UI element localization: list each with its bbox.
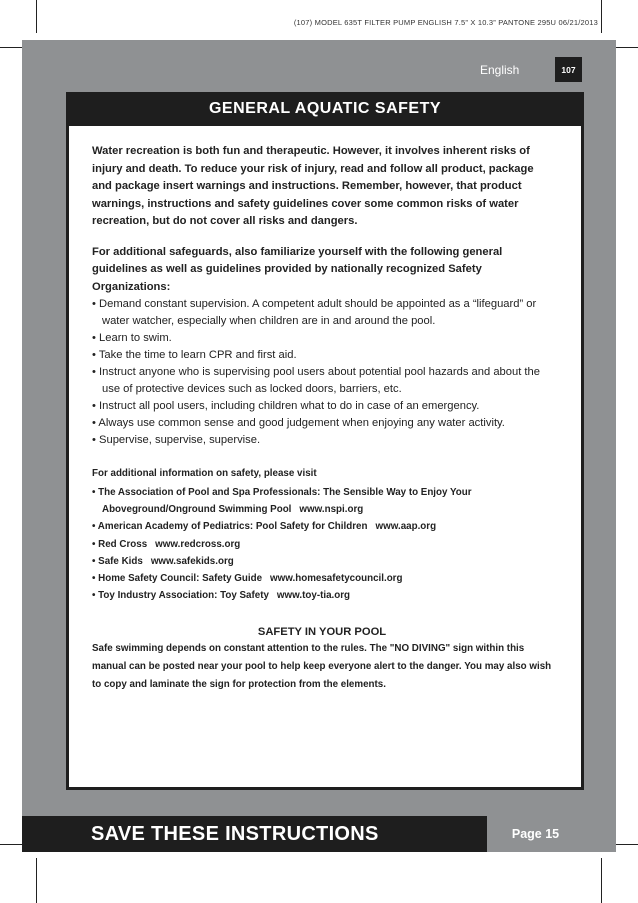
info-heading: For additional information on safety, please visit	[92, 468, 317, 479]
print-header: (107) MODEL 635T FILTER PUMP ENGLISH 7.5” X 10.3” PANTONE 295U 06/21/2013	[293, 18, 598, 27]
sheet-number: 107	[555, 57, 582, 82]
resource-item	[92, 587, 552, 604]
language-label: English	[480, 63, 520, 77]
main-content	[92, 143, 552, 693]
resource-item	[92, 484, 552, 518]
resource-name: Safe Kids	[98, 555, 143, 567]
list-item: • Take the time to learn CPR and first aid.	[92, 347, 552, 364]
footer-banner: SAVE THESE INSTRUCTIONS	[22, 816, 487, 852]
list-item: • Learn to swim.	[92, 330, 552, 347]
crop-mark	[0, 844, 22, 845]
resource-url[interactable]: www.redcross.org	[155, 538, 241, 550]
crop-mark	[36, 0, 37, 33]
resource-item	[92, 518, 552, 535]
safeguards-intro: For additional safeguards, also familiarize yourself with the following general guidelines as well as guidelines provided by nationally recognized Safety Organizations:	[92, 245, 503, 293]
list-item: • Demand constant supervision. A competent adult should be appointed as a “lifeguard” or water watcher, especially when children are in and around the pool.	[92, 296, 552, 330]
resources-list	[92, 484, 552, 604]
resource-url[interactable]: www.safekids.org	[150, 555, 234, 567]
resource-url[interactable]: www.aap.org	[375, 521, 437, 533]
crop-mark	[601, 0, 602, 33]
resource-item	[92, 553, 552, 570]
resource-item	[92, 570, 552, 587]
resource-name: The Association of Pool and Spa Professionals: The Sensible Way to Enjoy Your Aboveground/Onground Swimming Pool	[98, 487, 472, 516]
resource-name: Home Safety Council: Safety Guide	[98, 573, 263, 585]
guidelines-list	[92, 296, 552, 449]
list-item: • Supervise, supervise, supervise.	[92, 432, 552, 449]
resource-url[interactable]: www.nspi.org	[299, 504, 364, 516]
intro-paragraph: Water recreation is both fun and therapeutic. However, it involves inherent risks of injury and death. To reduce your risk of injury, read and follow all product, package and package insert warnings and instructions. Remember, however, that product warnings, instructions and safety guidelines cover some common risks of water recreation, but do not cover all risks and dangers.	[92, 145, 534, 227]
pool-paragraph: Safe swimming depends on constant attention to the rules. The "NO DIVING" sign within this manual can be posted near your pool to help keep everyone alert to the danger. You may also wish to copy and laminate the sign for protection from the elements.	[92, 643, 552, 690]
list-item: • Instruct all pool users, including children what to do in case of an emergency.	[92, 398, 552, 415]
crop-mark	[601, 858, 602, 903]
resource-url[interactable]: www.homesafetycouncil.org	[270, 573, 403, 585]
resource-item	[92, 536, 552, 553]
resource-name: Toy Industry Association: Toy Safety	[98, 590, 269, 602]
resource-name: American Academy of Pediatrics: Pool Safety for Children	[97, 521, 368, 533]
list-item: • Instruct anyone who is supervising pool users about potential pool hazards and about the use of protective devices such as locked doors, barriers, etc.	[92, 364, 552, 398]
crop-mark	[0, 47, 22, 48]
list-item: • Always use common sense and good judgement when enjoying any water activity.	[92, 415, 552, 432]
section-subtitle: SAFETY IN YOUR POOL	[257, 626, 387, 639]
resource-name: Red Cross	[98, 538, 148, 550]
page-number: Page 15	[487, 816, 584, 852]
page-title: GENERAL AQUATIC SAFETY	[66, 92, 584, 126]
crop-mark	[616, 47, 638, 48]
crop-mark	[616, 844, 638, 845]
resource-url[interactable]: www.toy-tia.org	[276, 590, 351, 602]
crop-mark	[36, 858, 37, 903]
